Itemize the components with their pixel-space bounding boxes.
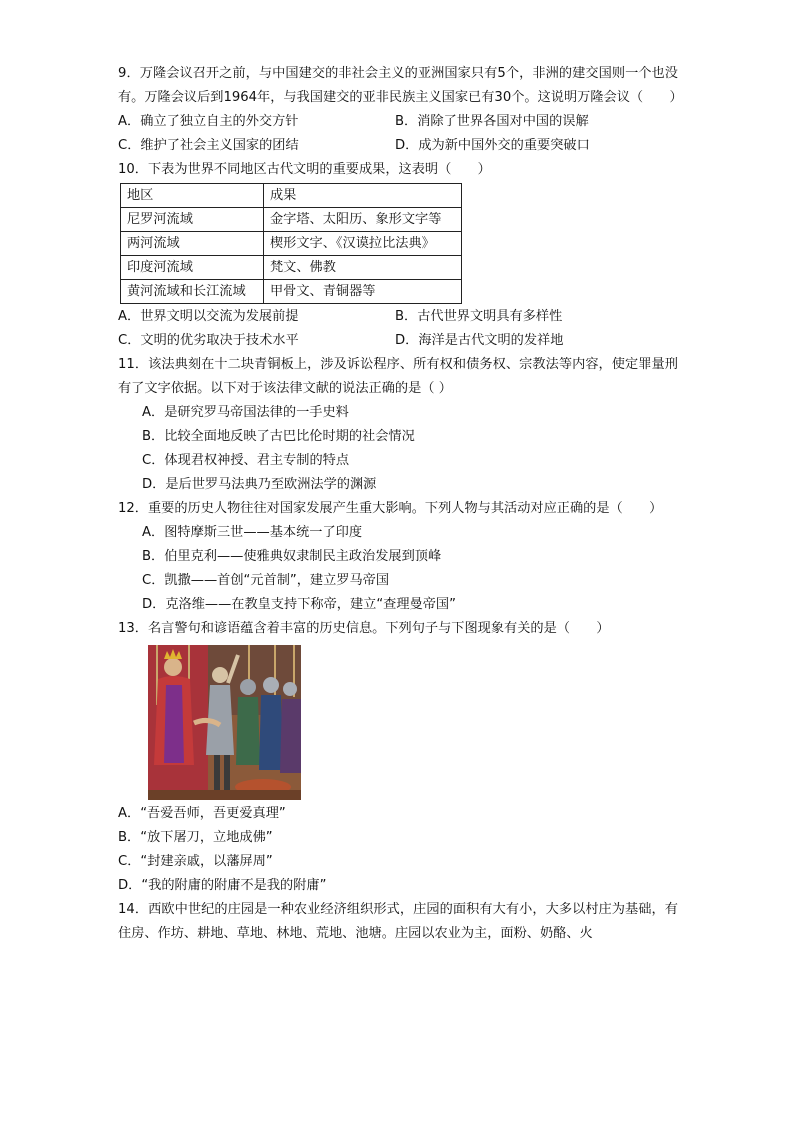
medieval-homage-illustration — [148, 645, 301, 800]
q13-option-d[interactable]: D．“我的附庸的附庸不是我的附庸” — [118, 878, 327, 893]
q12-option-a[interactable]: A．图特摩斯三世——基本统一了印度 — [142, 525, 363, 540]
q11-option-b[interactable]: B．比较全面地反映了古巴比伦时期的社会情况 — [142, 429, 415, 444]
exam-page — [118, 62, 683, 946]
table-cell: 黄河流域和长江流域 — [121, 280, 264, 304]
table-header-cell: 地区 — [121, 184, 264, 208]
q10-table — [120, 183, 462, 304]
q13-option-a[interactable]: A．“吾爱吾师，吾更爱真理” — [118, 806, 286, 821]
table-cell: 尼罗河流域 — [121, 208, 264, 232]
table-row — [121, 208, 462, 232]
q10-option-a[interactable]: A．世界文明以交流为发展前提 — [118, 309, 299, 324]
table-cell: 甲骨文、青铜器等 — [264, 280, 462, 304]
q10-stem: 10．下表为世界不同地区古代文明的重要成果，这表明（ ） — [118, 162, 491, 177]
q10-options-row-1 — [118, 305, 678, 329]
q11-option-c[interactable]: C．体现君权神授、君主专制的特点 — [142, 453, 350, 468]
q12-option-b[interactable]: B．伯里克利——使雅典奴隶制民主政治发展到顶峰 — [142, 549, 442, 564]
q11-option-d[interactable]: D．是后世罗马法典乃至欧洲法学的渊源 — [142, 477, 377, 492]
table-row — [121, 232, 462, 256]
table-cell: 两河流域 — [121, 232, 264, 256]
q9-option-b[interactable]: B．消除了世界各国对中国的误解 — [395, 114, 589, 129]
q9-option-a[interactable]: A．确立了独立自主的外交方针 — [118, 114, 299, 129]
q9-option-d[interactable]: D．成为新中国外交的重要突破口 — [395, 138, 590, 153]
q11-stem: 11．该法典刻在十二块青铜板上，涉及诉讼程序、所有权和债务权、宗教法等内容，使定罪量刑有了文字依据。以下对于该法律文献的说法正确的是（ ） — [118, 357, 678, 396]
q14-stem: 14．西欧中世纪的庄园是一种农业经济组织形式，庄园的面积有大有小，大多以村庄为基础，有住房、作坊、耕地、草地、林地、荒地、池塘。庄园以农业为主，面粉、奶酪、火 — [118, 902, 678, 941]
q9-stem: 9．万隆会议召开之前，与中国建交的非社会主义的亚洲国家只有5个，非洲的建交国则一个也没有。万隆会议后到1964年，与我国建交的亚非民族主义国家已有30个。这说明万隆会议（ ） — [118, 66, 683, 105]
q13-option-b[interactable]: B．“放下屠刀，立地成佛” — [118, 830, 273, 845]
q10-option-b[interactable]: B．古代世界文明具有多样性 — [395, 309, 563, 324]
table-cell: 楔形文字、《汉谟拉比法典》 — [264, 232, 462, 256]
q9-option-c[interactable]: C．维护了社会主义国家的团结 — [118, 138, 299, 153]
table-cell: 印度河流域 — [121, 256, 264, 280]
q13-option-c[interactable]: C．“封建亲戚，以藩屏周” — [118, 854, 273, 869]
q9-options-row-2 — [118, 134, 678, 158]
q10-options-row-2 — [118, 329, 678, 353]
q12-option-d[interactable]: D．克洛维——在教皇支持下称帝，建立“查理曼帝国” — [142, 597, 456, 612]
q13-stem: 13．名言警句和谚语蕴含着丰富的历史信息。下列句子与下图现象有关的是（ ） — [118, 621, 610, 636]
q12-option-c[interactable]: C．凯撒——首创“元首制”，建立罗马帝国 — [142, 573, 390, 588]
q10-option-c[interactable]: C．文明的优劣取决于技术水平 — [118, 333, 299, 348]
q12-stem: 12．重要的历史人物往往对国家发展产生重大影响。下列人物与其活动对应正确的是（ ） — [118, 501, 663, 516]
table-row — [121, 280, 462, 304]
table-cell: 梵文、佛教 — [264, 256, 462, 280]
table-header-row — [121, 184, 462, 208]
q9-options-row-1 — [118, 110, 678, 134]
q10-option-d[interactable]: D．海洋是古代文明的发祥地 — [395, 333, 564, 348]
table-header-cell: 成果 — [264, 184, 462, 208]
table-cell: 金字塔、太阳历、象形文字等 — [264, 208, 462, 232]
q11-option-a[interactable]: A．是研究罗马帝国法律的一手史料 — [142, 405, 349, 420]
table-row — [121, 256, 462, 280]
